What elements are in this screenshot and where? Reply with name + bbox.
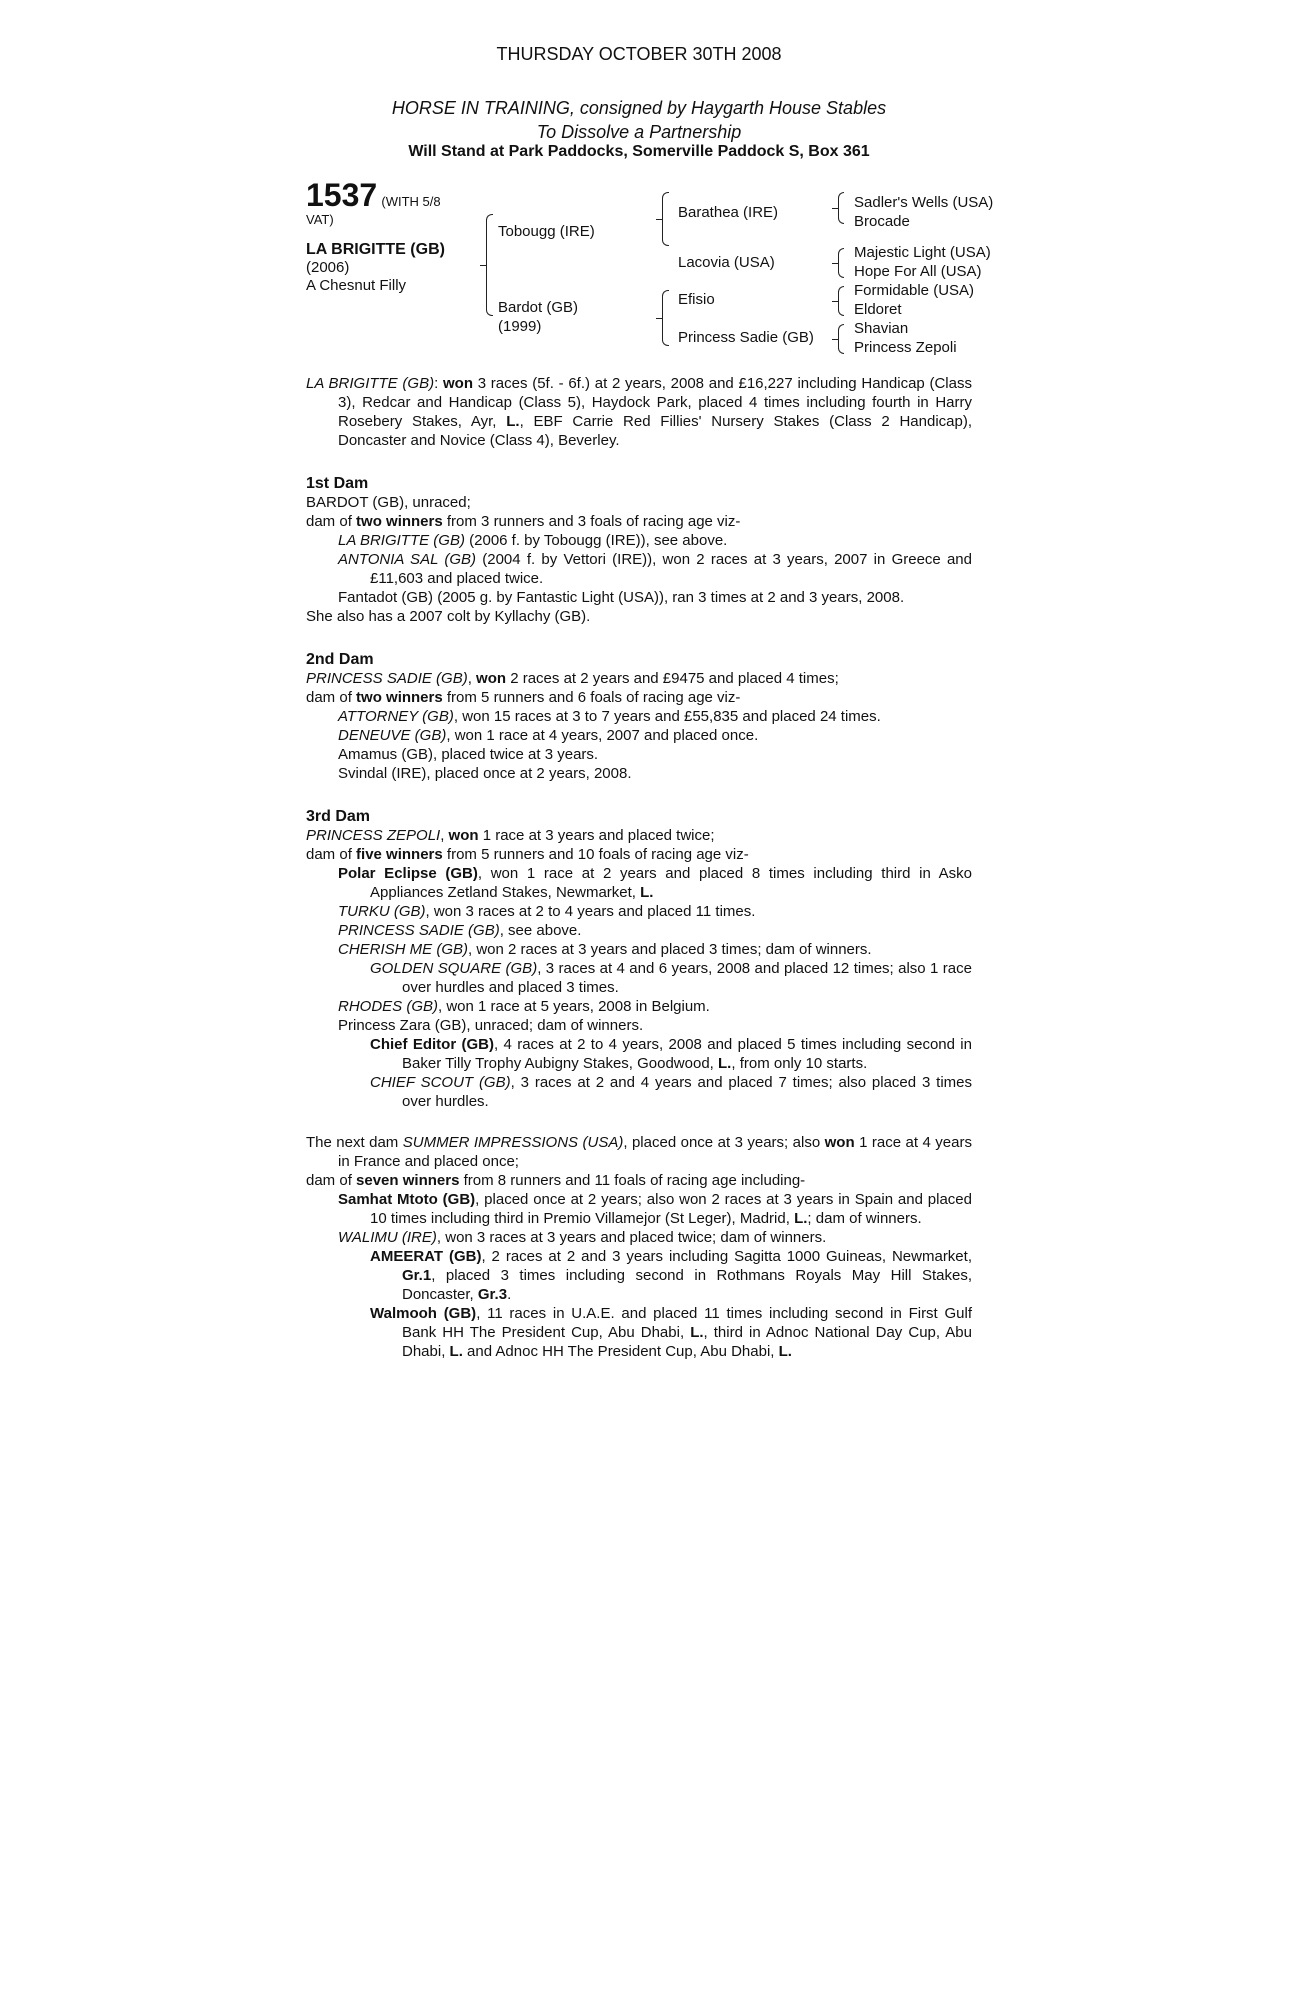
produce-name: PRINCESS SADIE (GB)	[338, 922, 500, 939]
won-label: won	[443, 375, 473, 392]
produce-name: RHODES (GB)	[338, 998, 439, 1015]
pedigree-dss: Formidable (USA)	[854, 282, 975, 299]
produce-name: Walmooh (GB)	[370, 1305, 477, 1322]
produce-name: Samhat Mtoto (GB)	[338, 1191, 476, 1208]
listed-mark: L.	[794, 1210, 808, 1227]
listed-mark: L.	[449, 1343, 463, 1360]
listed-mark: L.	[718, 1055, 732, 1072]
produce-entry: Fantadot (GB) (2005 g. by Fantastic Light (USA)), ran 3 times at 2 and 3 years, 2008.	[338, 589, 905, 606]
text-span: , won 3 races at 2 to 4 years and placed 11 times.	[425, 903, 756, 920]
text-span: , won 1 race at 5 years, 2008 in Belgium.	[438, 998, 710, 1015]
vat-note-cont: VAT)	[306, 212, 334, 227]
text-span: 1 race at 3 years and placed twice;	[478, 827, 715, 844]
grandproduce-entry	[370, 1073, 972, 1111]
produce-entry	[338, 1190, 972, 1228]
pedigree-dsd: Eldoret	[854, 301, 902, 318]
text-span: , see above.	[499, 922, 582, 939]
produce-entry	[338, 921, 972, 940]
brace-sire	[662, 192, 669, 246]
foaling-year: (2006)	[306, 259, 350, 276]
dam-name: PRINCESS ZEPOLI	[306, 827, 441, 844]
pedigree-dam-year: (1999)	[498, 318, 542, 335]
pedigree-sss: Sadler's Wells (USA)	[854, 194, 994, 211]
lot-number: 1537	[306, 177, 378, 213]
produce-name: GOLDEN SQUARE (GB)	[370, 960, 538, 977]
brace-ds	[838, 286, 844, 316]
produce-entry	[338, 707, 972, 726]
winners-count: two winners	[356, 513, 443, 530]
text-span: from 5 runners and 10 foals of racing age viz-	[442, 846, 749, 863]
pedigree-dam-name: Bardot (GB)	[498, 299, 579, 316]
pedigree-sdd: Hope For All (USA)	[854, 263, 982, 280]
produce-entry	[338, 902, 972, 921]
text-span: ; dam of winners.	[807, 1210, 922, 1227]
text-span: , won 1 race at 2 years and placed 8 times including third in Asko Appliances Zetland Stakes, Newmarket,	[370, 865, 972, 901]
text-span: , 4 races at 2 to 4 years, 2008 and placed 5 times including second in Baker Tilly Trophy Aubigny Stakes, Goodwood,	[402, 1036, 972, 1072]
brace-ss	[838, 192, 844, 224]
second-dam-produce	[306, 688, 972, 707]
spacer	[306, 1111, 972, 1133]
horse-name-ref: LA BRIGITTE (GB)	[306, 375, 435, 392]
produce-name: Chief Editor (GB)	[370, 1036, 495, 1053]
text-span: , placed once at 2 years; also won 2 races at 3 years in Spain and placed 10 times including third in Premio Villamejor (St Leger), Madrid,	[370, 1191, 972, 1227]
text-span: , won 2 races at 3 years and placed 3 times; dam of winners.	[468, 941, 872, 958]
next-dam-line	[306, 1133, 972, 1171]
dam-name: PRINCESS SADIE (GB)	[306, 670, 468, 687]
produce-entry: Amamus (GB), placed twice at 3 years.	[338, 746, 599, 763]
text-span: dam of	[306, 846, 357, 863]
pedigree-ssd: Brocade	[854, 213, 910, 230]
brace-sd	[838, 248, 844, 278]
second-dam-line	[306, 669, 972, 688]
produce-name: ATTORNEY (GB)	[338, 708, 454, 725]
produce-entry	[338, 550, 972, 588]
listed-mark: L.	[690, 1324, 704, 1341]
listed-mark: L.	[506, 413, 520, 430]
text-span: , third in Adnoc National Day Cup, Abu Dhabi,	[402, 1324, 972, 1360]
produce-name: CHERISH ME (GB)	[338, 941, 469, 958]
race-record	[306, 374, 972, 1361]
produce-name: AMEERAT (GB)	[370, 1248, 482, 1265]
text-span: , 11 races in U.A.E. and placed 11 times including second in First Gulf Bank HH The President Cup, Abu Dhabi,	[402, 1305, 972, 1341]
first-dam-produce	[306, 512, 972, 531]
text-span: , 2 races at 2 and 3 years including Sagitta 1000 Guineas, Newmarket,	[481, 1248, 972, 1265]
winners-count: two winners	[356, 689, 443, 706]
text-span: , placed 3 times including second in Rothmans Royals May Hill Stakes, Doncaster,	[402, 1267, 972, 1303]
third-dam-heading: 3rd Dam	[306, 808, 371, 825]
text-span: (2004 f. by Vettori (IRE)), won 2 races at 3 years, 2007 in Greece and £11,603 and placed twice.	[370, 551, 972, 587]
text-span: , EBF Carrie Red Fillies' Nursery Stakes (Class 2 Handicap), Doncaster and Novice (Class 4), Beverley.	[338, 413, 973, 449]
produce-entry	[338, 864, 972, 902]
pedigree-dds: Shavian	[854, 320, 909, 337]
produce-entry	[338, 940, 972, 959]
pedigree-ddd: Princess Zepoli	[854, 339, 957, 356]
produce-entry: Svindal (IRE), placed once at 2 years, 2008.	[338, 765, 632, 782]
text-span: .	[507, 1286, 512, 1303]
brace-dd	[838, 324, 844, 354]
text-span: , from only 10 starts.	[731, 1055, 868, 1072]
pedigree-ss: Barathea (IRE)	[678, 204, 779, 221]
text-span: , won 3 races at 3 years and placed twice; dam of winners.	[436, 1229, 827, 1246]
second-dam-heading: 2nd Dam	[306, 651, 374, 668]
pedigree-sds: Majestic Light (USA)	[854, 244, 991, 261]
text-span: The next dam	[306, 1134, 403, 1151]
intro-paragraph	[306, 374, 972, 450]
grandproduce-entry	[370, 1247, 972, 1304]
horse-description: A Chesnut Filly	[306, 277, 407, 294]
grandproduce-entry	[370, 1304, 972, 1361]
text-span: from 5 runners and 6 foals of racing age viz-	[442, 689, 741, 706]
text-span: (2006 f. by Tobougg (IRE)), see above.	[464, 532, 728, 549]
group-mark: Gr.1	[402, 1267, 432, 1284]
text-span: ,	[467, 670, 477, 687]
group-mark: Gr.3	[477, 1286, 508, 1303]
third-dam-line	[306, 826, 972, 845]
first-dam-note: She also has a 2007 colt by Kyllachy (GB).	[306, 608, 591, 625]
dam-name: SUMMER IMPRESSIONS (USA)	[402, 1134, 624, 1151]
listed-mark: L.	[640, 884, 654, 901]
text-span: from 3 runners and 3 foals of racing age viz-	[442, 513, 741, 530]
text-span: :	[434, 375, 443, 392]
first-dam-line: BARDOT (GB), unraced;	[306, 494, 471, 511]
pedigree-sd: Lacovia (USA)	[678, 254, 775, 271]
text-span: , 3 races at 4 and 6 years, 2008 and placed 12 times; also 1 race over hurdles and placed 3 times.	[402, 960, 972, 996]
produce-entry	[338, 997, 972, 1016]
text-span: ,	[440, 827, 449, 844]
pedigree-ds: Efisio	[678, 291, 715, 308]
brace-dam	[662, 290, 669, 346]
text-span: 3 races (5f. - 6f.) at 2 years, 2008 and £16,227 including Handicap (Class 3), Redcar and Handicap (Class 5), Haydock Park, placed 4 times including fourth in Harry Rosebery Stakes, Ayr,	[338, 375, 972, 430]
horse-name: LA BRIGITTE (GB)	[306, 241, 445, 258]
text-span: dam of	[306, 689, 357, 706]
pedigree-dam	[498, 298, 578, 336]
produce-name: TURKU (GB)	[338, 903, 426, 920]
produce-name: LA BRIGITTE (GB)	[338, 532, 465, 549]
winners-count: five winners	[356, 846, 443, 863]
text-span: , won 15 races at 3 to 7 years and £55,835 and placed 24 times.	[453, 708, 881, 725]
text-span: , 3 races at 2 and 4 years and placed 7 times; also placed 3 times over hurdles.	[402, 1074, 972, 1110]
partnership-line: To Dissolve a Partnership	[536, 122, 742, 142]
stand-location: Will Stand at Park Paddocks, Somerville Paddock S, Box 361	[408, 143, 870, 160]
sale-date: THURSDAY OCTOBER 30TH 2008	[496, 44, 782, 64]
won-label: won	[448, 827, 479, 844]
text-span: dam of	[306, 513, 357, 530]
produce-name: WALIMU (IRE)	[338, 1229, 437, 1246]
produce-name: ANTONIA SAL (GB)	[338, 551, 477, 568]
pedigree-sire: Tobougg (IRE)	[498, 223, 595, 240]
text-span: from 8 runners and 11 foals of racing age including-	[459, 1172, 806, 1189]
first-dam-heading: 1st Dam	[306, 475, 369, 492]
listed-mark: L.	[778, 1343, 792, 1360]
text-span: and Adnoc HH The President Cup, Abu Dhabi,	[462, 1343, 779, 1360]
lot-block	[306, 177, 486, 295]
grandproduce-entry	[370, 1035, 972, 1073]
brace-gen1	[486, 214, 493, 316]
grandproduce-entry	[370, 959, 972, 997]
third-dam-produce	[306, 845, 972, 864]
produce-entry	[338, 726, 972, 745]
produce-name: DENEUVE (GB)	[338, 727, 447, 744]
vat-note: (WITH 5/8	[381, 194, 441, 209]
next-dam-produce	[306, 1171, 972, 1190]
text-span: , placed once at 3 years; also	[623, 1134, 825, 1151]
consignment-heading	[306, 96, 972, 144]
text-span: 2 races at 2 years and £9475 and placed 4 times;	[506, 670, 839, 687]
won-label: won	[476, 670, 507, 687]
produce-entry	[338, 531, 972, 550]
won-label: won	[824, 1134, 855, 1151]
text-span: 1 race at 4 years in France and placed once;	[338, 1134, 972, 1170]
produce-name: Polar Eclipse (GB)	[338, 865, 478, 882]
consignor-line: HORSE IN TRAINING, consigned by Haygarth House Stables	[391, 98, 887, 118]
produce-name: CHIEF SCOUT (GB)	[370, 1074, 511, 1091]
winners-count: seven winners	[356, 1172, 460, 1189]
text-span: dam of	[306, 1172, 357, 1189]
produce-entry: Princess Zara (GB), unraced; dam of winners.	[338, 1017, 644, 1034]
text-span: , won 1 race at 4 years, 2007 and placed once.	[446, 727, 759, 744]
produce-entry	[338, 1228, 972, 1247]
pedigree-dd: Princess Sadie (GB)	[678, 329, 814, 346]
